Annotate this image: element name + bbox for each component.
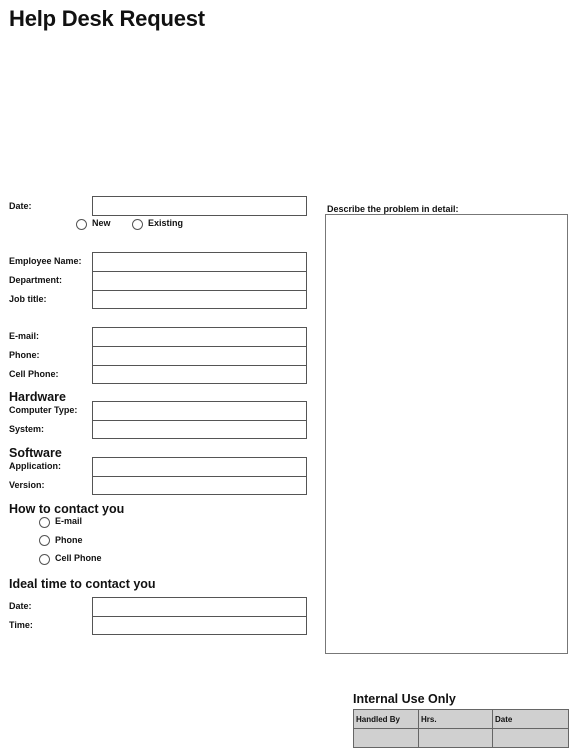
job-title-field[interactable] bbox=[92, 290, 307, 309]
radio-existing[interactable] bbox=[132, 219, 143, 230]
application-field[interactable] bbox=[92, 457, 307, 476]
job-title-label: Job title: bbox=[9, 294, 47, 304]
computer-type-label: Computer Type: bbox=[9, 405, 78, 415]
department-field[interactable] bbox=[92, 271, 307, 290]
internal-entry-row bbox=[354, 729, 569, 748]
date-cell[interactable] bbox=[493, 729, 569, 748]
problem-label: Describe the problem in detail: bbox=[327, 204, 459, 214]
ideal-time-label: Time: bbox=[9, 620, 33, 630]
employee-name-field[interactable] bbox=[92, 252, 307, 271]
employee-name-label: Employee Name: bbox=[9, 256, 82, 266]
date-field[interactable] bbox=[92, 196, 307, 216]
radio-contact-phone[interactable] bbox=[39, 535, 50, 546]
application-label: Application: bbox=[9, 461, 61, 471]
computer-type-field[interactable] bbox=[92, 401, 307, 420]
contact-email-label: E-mail bbox=[55, 516, 83, 526]
date-header: Date bbox=[493, 710, 569, 729]
contact-cell-phone-label: Cell Phone bbox=[55, 553, 102, 563]
version-label: Version: bbox=[9, 480, 45, 490]
radio-contact-cell-phone[interactable] bbox=[39, 554, 50, 565]
ideal-date-field[interactable] bbox=[92, 597, 307, 616]
radio-existing-label: Existing bbox=[148, 218, 184, 228]
phone-label: Phone: bbox=[9, 350, 40, 360]
hardware-heading: Hardware bbox=[9, 390, 66, 404]
internal-header-row bbox=[354, 710, 569, 729]
system-field[interactable] bbox=[92, 420, 307, 439]
ideal-date-label: Date: bbox=[9, 601, 32, 611]
contact-phone-label: Phone bbox=[55, 535, 83, 545]
version-field[interactable] bbox=[92, 476, 307, 495]
software-heading: Software bbox=[9, 446, 62, 460]
hrs-cell[interactable] bbox=[419, 729, 493, 748]
handled-by-header: Handled By bbox=[354, 710, 419, 729]
internal-use-table bbox=[353, 709, 569, 748]
cell-phone-label: Cell Phone: bbox=[9, 369, 59, 379]
ideal-time-heading: Ideal time to contact you bbox=[9, 577, 156, 591]
system-label: System: bbox=[9, 424, 45, 434]
department-label: Department: bbox=[9, 275, 63, 285]
radio-new[interactable] bbox=[76, 219, 87, 230]
page-title: Help Desk Request bbox=[9, 6, 205, 31]
handled-by-cell[interactable] bbox=[354, 729, 419, 748]
contact-heading: How to contact you bbox=[9, 502, 125, 516]
cell-phone-field[interactable] bbox=[92, 365, 307, 384]
radio-contact-email[interactable] bbox=[39, 517, 50, 528]
phone-field[interactable] bbox=[92, 346, 307, 365]
internal-use-heading: Internal Use Only bbox=[353, 692, 456, 706]
hrs-header: Hrs. bbox=[419, 710, 493, 729]
date-label: Date: bbox=[9, 201, 32, 211]
ideal-time-field[interactable] bbox=[92, 616, 307, 635]
radio-new-label: New bbox=[92, 218, 111, 228]
problem-description-textarea[interactable] bbox=[325, 214, 568, 654]
email-label: E-mail: bbox=[9, 331, 40, 341]
email-field[interactable] bbox=[92, 327, 307, 346]
